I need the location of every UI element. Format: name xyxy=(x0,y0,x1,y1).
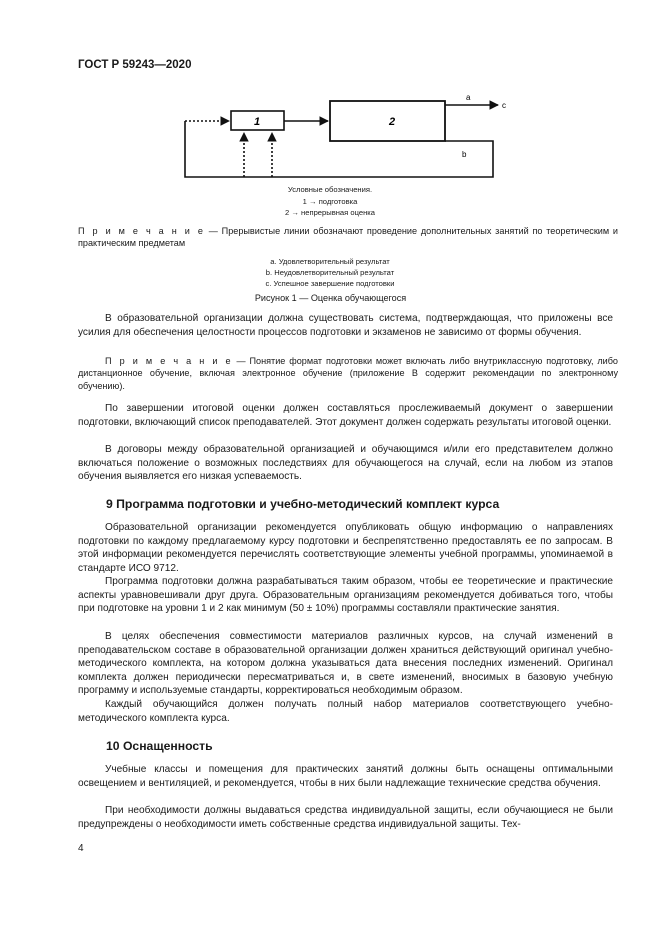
box-assessment-label: 2 xyxy=(388,116,396,128)
s9-paragraph-4: Каждый обучающийся должен получать полный набор материалов соответствующего учебно-методического комплекта курса. xyxy=(78,699,613,724)
outcome-list xyxy=(210,256,450,290)
s9-paragraph-1: Образовательной организации рекомендуется опубликовать общую информацию о направлениях подготовки по каждому предлагаемому курсу подготовки и беспрепятственно предоставлять ее по запросам. В этой информации рекомендуется перечислять соответствующие элементы учебной программы, упоминаемой в стандарте ИСО 9712. xyxy=(78,522,613,574)
assessment-flow-diagram xyxy=(0,0,661,200)
label-b: b xyxy=(462,150,467,159)
label-c: c xyxy=(502,101,506,110)
figure-caption: Рисунок 1 — Оценка обучающегося xyxy=(254,293,407,303)
note-training-format xyxy=(78,355,618,392)
paragraph-integrity: В образовательной организации должна существовать система, подтверждающая, что приложены все усилия для обеспечения целостности процессов подготовки и экзаменов не зависимо от формы обучения. xyxy=(78,313,613,338)
note-label: П р и м е ч а н и е xyxy=(78,226,205,236)
box-continuous-assessment xyxy=(330,101,445,141)
s9-paragraph-2: Программа подготовки должна разрабатываться таким образом, чтобы ее теоретические и практические аспекты уравновешивали друг друга. Образовательным организациям рекомендуется добиваться того, чтобы при подготовке на уровни 1 и 2 как минимум (50 ± 10%) программы составляли практические занятия. xyxy=(78,576,613,615)
legend-item-2: 2 → непрерывная оценка xyxy=(285,208,375,217)
s10-paragraph-1: Учебные классы и помещения для практических занятий должны быть оснащены оптимальными освещением и вентиляцией, и рекомендуется, чтобы в них были надлежащие технические средства обучения. xyxy=(78,764,613,789)
document-header: ГОСТ Р 59243—2020 xyxy=(78,59,192,71)
note2-text: — Понятие формат подготовки может включать либо внутриклассную подготовку, либо дистанционное обучение, включая электронное обучение (приложение В содержит рекомендации по электронному обучению). xyxy=(78,356,618,391)
note-text: — Прерывистые линии обозначают проведение дополнительных занятий по теоретическим и практическим предметам xyxy=(78,226,619,249)
figure-note xyxy=(78,225,618,250)
note2-label: П р и м е ч а н и е xyxy=(105,356,233,366)
section-10-heading: 10 Оснащенность xyxy=(106,739,213,753)
label-a: a xyxy=(466,93,471,102)
paragraph-contracts: В договоры между образовательной организацией и обучающимся и/или его представителем должно включаться положение о возможных последствиях для обучающегося на случай, если на любом из этапов обучения выявляется его низкая успеваемость. xyxy=(78,444,613,483)
section-9-heading: 9 Программа подготовки и учебно-методический комплект курса xyxy=(106,497,500,511)
legend-title: Условные обозначения. xyxy=(287,185,373,194)
paragraph-final-document: По завершении итоговой оценки должен составляться прослеживаемый документ о завершении подготовки, включающий список преподавателей. Этот документ должен содержать результаты итоговой оценки. xyxy=(78,403,613,428)
figure-legend xyxy=(210,184,450,219)
outcome-c: c. Успешное завершение подготовки xyxy=(265,279,395,289)
box-training-label: 1 xyxy=(253,116,261,128)
outcome-b: b. Неудовлетворительный результат xyxy=(265,268,395,278)
legend-item-1: 1 → подготовка xyxy=(302,196,358,206)
outcome-a: a. Удовлетворительный результат xyxy=(270,257,390,266)
page-number: 4 xyxy=(78,843,84,854)
s9-paragraph-3: В целях обеспечения совместимости материалов различных курсов, на случай изменений в преподавательском составе в образовательной организации должен храниться действующий оригинал учебно-методического комплекта, на котором должна указываться дата внесения последних изменений. Оригинал комплекта должен периодически пересматриваться и, в свете изменений, вносимых в базовую учебную программу и используемые стандарты, корректироваться необходимым образом. xyxy=(78,631,613,697)
s10-paragraph-2: При необходимости должны выдаваться средства индивидуальной защиты, если обучающиеся не были предупреждены о необходимости иметь собственные средства индивидуальной защиты. Тех- xyxy=(78,805,613,830)
